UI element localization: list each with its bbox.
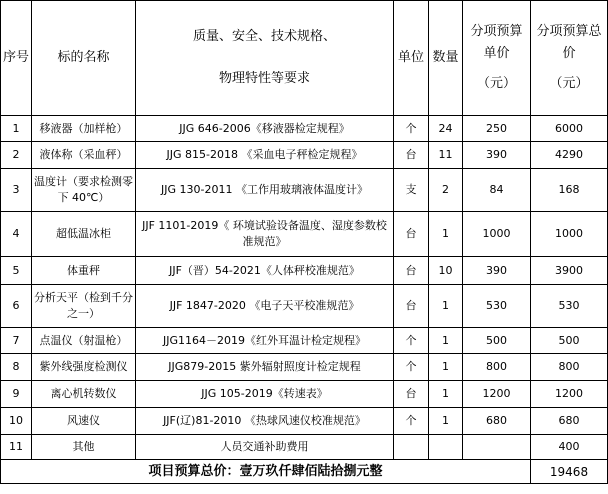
row-unit: 个	[394, 328, 429, 354]
row-spec: 人员交通补助费用	[136, 435, 394, 460]
row-unit: 台	[394, 381, 429, 408]
header-total-line1: 分项预算总	[536, 24, 602, 39]
row-spec: JJG 815-2018 《采血电子秤检定规程》	[136, 142, 394, 169]
row-price: 500	[463, 328, 531, 354]
row-no: 7	[1, 328, 32, 354]
row-no: 9	[1, 381, 32, 408]
row-spec: JJF 1847-2020 《电子天平校准规范》	[136, 285, 394, 328]
row-unit: 个	[394, 408, 429, 435]
table-row	[1, 212, 608, 257]
row-price	[463, 435, 531, 460]
row-unit: 台	[394, 257, 429, 285]
row-qty: 2	[429, 169, 463, 212]
row-no: 6	[1, 285, 32, 328]
row-total: 1200	[531, 381, 608, 408]
table-row	[1, 116, 608, 142]
row-total: 400	[531, 435, 608, 460]
row-name: 移液器（加样枪）	[32, 116, 136, 142]
row-name: 超低温冰柜	[32, 212, 136, 257]
row-qty: 1	[429, 354, 463, 381]
table-row	[1, 169, 608, 212]
row-name: 分析天平（检到千分之一）	[32, 285, 136, 328]
row-no: 11	[1, 435, 32, 460]
row-unit: 台	[394, 212, 429, 257]
row-spec: JJG 646-2006《移液器检定规程》	[136, 116, 394, 142]
row-qty: 11	[429, 142, 463, 169]
header-price-line2: 单价	[483, 46, 510, 61]
row-no: 8	[1, 354, 32, 381]
row-qty: 1	[429, 212, 463, 257]
header-total	[531, 1, 608, 116]
header-spec	[136, 1, 394, 116]
row-spec: JJG 130-2011 《工作用玻璃液体温度计》	[136, 169, 394, 212]
header-price-line1: 分项预算	[470, 24, 523, 39]
row-qty: 1	[429, 381, 463, 408]
row-name: 离心机转数仪	[32, 381, 136, 408]
table-row	[1, 381, 608, 408]
row-spec: JJF(辽)81-2010 《热球风速仪校准规范》	[136, 408, 394, 435]
row-price: 84	[463, 169, 531, 212]
row-total: 3900	[531, 257, 608, 285]
row-total: 1000	[531, 212, 608, 257]
row-name: 其他	[32, 435, 136, 460]
row-total: 680	[531, 408, 608, 435]
total-label: 项目预算总价：壹万玖仟肆佰陆拾捌元整	[1, 460, 531, 484]
row-unit: 支	[394, 169, 429, 212]
row-qty	[429, 435, 463, 460]
header-price-line3: （元）	[476, 76, 516, 91]
table-row	[1, 435, 608, 460]
row-spec: JJG879-2015 紫外辐射照度计检定规程	[136, 354, 394, 381]
row-unit	[394, 435, 429, 460]
row-price: 1000	[463, 212, 531, 257]
table-row	[1, 285, 608, 328]
row-name: 点温仪（射温枪）	[32, 328, 136, 354]
header-row	[1, 1, 608, 116]
row-no: 2	[1, 142, 32, 169]
table-row	[1, 257, 608, 285]
row-price: 680	[463, 408, 531, 435]
total-row	[1, 460, 608, 484]
row-total: 530	[531, 285, 608, 328]
row-no: 3	[1, 169, 32, 212]
table-row	[1, 408, 608, 435]
header-name: 标的名称	[32, 1, 136, 116]
row-total: 4290	[531, 142, 608, 169]
row-qty: 1	[429, 408, 463, 435]
row-qty: 24	[429, 116, 463, 142]
header-no: 序号	[1, 1, 32, 116]
table-row	[1, 142, 608, 169]
header-price	[463, 1, 531, 116]
row-qty: 1	[429, 328, 463, 354]
table-row	[1, 354, 608, 381]
row-unit: 台	[394, 142, 429, 169]
row-unit: 个	[394, 354, 429, 381]
row-spec: JJG 105-2019《转速表》	[136, 381, 394, 408]
row-qty: 10	[429, 257, 463, 285]
row-no: 5	[1, 257, 32, 285]
row-spec: JJF（晋）54-2021《人体秤校准规范》	[136, 257, 394, 285]
header-spec-line2: 物理特性等要求	[218, 71, 310, 86]
row-name: 液体称（采血秤）	[32, 142, 136, 169]
row-price: 390	[463, 142, 531, 169]
total-value: 19468	[531, 460, 608, 484]
header-spec-line1: 质量、安全、技术规格、	[192, 29, 336, 44]
row-no: 10	[1, 408, 32, 435]
row-total: 500	[531, 328, 608, 354]
header-unit: 单位	[394, 1, 429, 116]
row-no: 1	[1, 116, 32, 142]
row-unit: 个	[394, 116, 429, 142]
row-price: 530	[463, 285, 531, 328]
row-name: 风速仪	[32, 408, 136, 435]
row-unit: 台	[394, 285, 429, 328]
row-name: 温度计（要求检测零下 40℃）	[32, 169, 136, 212]
row-total: 800	[531, 354, 608, 381]
row-qty: 1	[429, 285, 463, 328]
row-name: 体重秤	[32, 257, 136, 285]
header-total-line3: （元）	[549, 76, 589, 91]
row-total: 6000	[531, 116, 608, 142]
row-total: 168	[531, 169, 608, 212]
row-price: 250	[463, 116, 531, 142]
row-price: 390	[463, 257, 531, 285]
row-name: 紫外线强度检测仪	[32, 354, 136, 381]
row-spec: JJF 1101-2019《 环境试验设备温度、湿度参数校准规范》	[136, 212, 394, 257]
header-qty: 数量	[429, 1, 463, 116]
row-no: 4	[1, 212, 32, 257]
table-row	[1, 328, 608, 354]
row-price: 1200	[463, 381, 531, 408]
header-total-line2: 价	[562, 46, 576, 61]
row-price: 800	[463, 354, 531, 381]
row-spec: JJG1164－2019《红外耳温计检定规程》	[136, 328, 394, 354]
